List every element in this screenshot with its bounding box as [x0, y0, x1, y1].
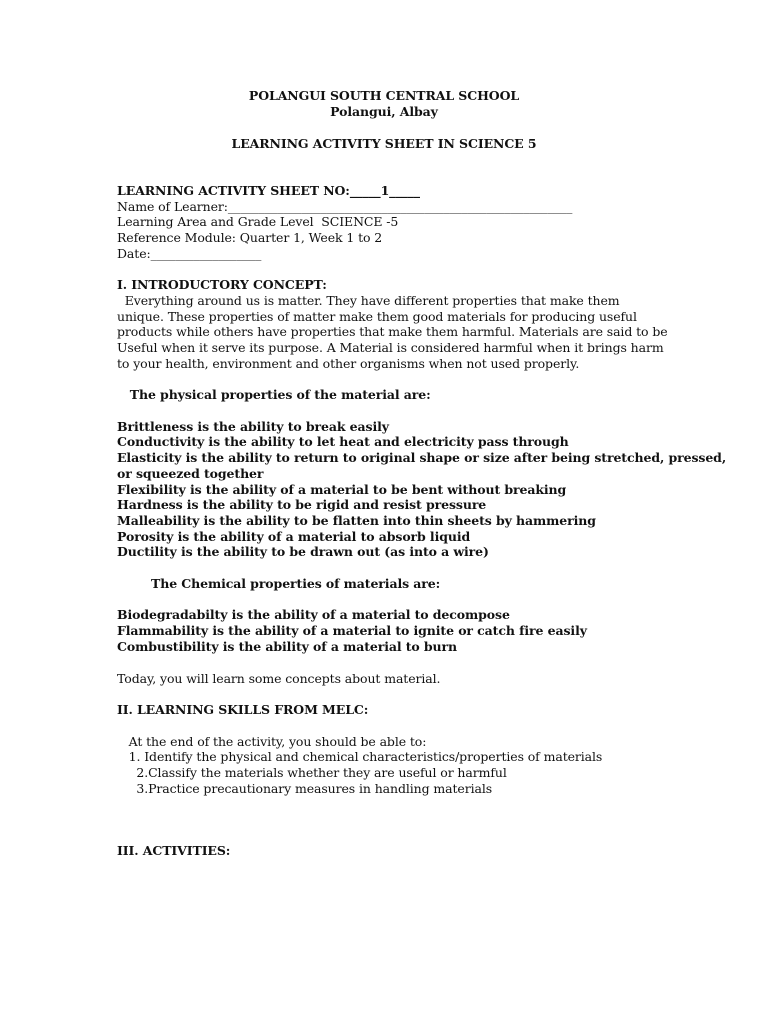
reference-module: Reference Module: Quarter 1, Week 1 to 2 — [117, 230, 383, 245]
physical-property: Porosity is the ability of a material to absorb liquid — [117, 529, 471, 544]
learner-name-field: Name of Learner:________________________________________________________ — [117, 199, 573, 214]
physical-property: or squeezed together — [117, 466, 264, 481]
chemical-property: Flammability is the ability of a material to ignite or catch fire easily — [117, 623, 587, 638]
skill-item: 2.Classify the materials whether they are useful or harmful — [117, 765, 507, 780]
chemical-property: Combustibility is the ability of a material to burn — [117, 639, 458, 654]
physical-property: Malleability is the ability to be flatten into thin sheets by hammering — [117, 513, 596, 528]
intro-line: Useful when it serve its purpose. A Material is considered harmful when it brings harm — [117, 340, 664, 355]
date-field: Date:__________________ — [117, 246, 262, 261]
activities-heading: III. ACTIVITIES: — [117, 843, 231, 858]
physical-property: Flexibility is the ability of a material to be bent without breaking — [117, 482, 567, 497]
sheet-number: LEARNING ACTIVITY SHEET NO:_____1_____ — [117, 183, 420, 198]
school-location: Polangui, Albay — [330, 104, 438, 119]
intro-line: products while others have properties that make them harmful. Materials are said to be — [117, 324, 668, 339]
physical-heading: The physical properties of the material are: — [117, 387, 431, 402]
intro-line: Everything around us is matter. They have different properties that make them — [117, 293, 620, 308]
skill-item: 1. Identify the physical and chemical characteristics/properties of materials — [117, 749, 603, 764]
physical-property: Hardness is the ability to be rigid and resist pressure — [117, 497, 487, 512]
skills-heading: II. LEARNING SKILLS FROM MELC: — [117, 702, 369, 717]
today-note: Today, you will learn some concepts about material. — [117, 671, 441, 686]
skill-item: 3.Practice precautionary measures in handling materials — [117, 781, 493, 796]
skills-intro: At the end of the activity, you should be able to: — [117, 734, 427, 749]
school-name: POLANGUI SOUTH CENTRAL SCHOOL — [248, 88, 520, 103]
sheet-title: LEARNING ACTIVITY SHEET IN SCIENCE 5 — [231, 136, 537, 151]
intro-line: unique. These properties of matter make them good materials for producing useful — [117, 309, 637, 324]
physical-property: Conductivity is the ability to let heat and electricity pass through — [117, 434, 569, 449]
physical-property: Ductility is the ability to be drawn out (as into a wire) — [117, 544, 489, 559]
chemical-property: Biodegradabilty is the ability of a material to decompose — [117, 607, 510, 622]
learning-area: Learning Area and Grade Level SCIENCE -5 — [117, 214, 399, 229]
intro-line: to your health, environment and other organisms when not used properly. — [117, 356, 580, 371]
physical-property: Elasticity is the ability to return to original shape or size after being stretched, pressed, — [117, 450, 727, 465]
chemical-heading: The Chemical properties of materials are: — [117, 576, 441, 591]
physical-property: Brittleness is the ability to break easily — [117, 419, 389, 434]
intro-heading: I. INTRODUCTORY CONCEPT: — [117, 277, 327, 292]
